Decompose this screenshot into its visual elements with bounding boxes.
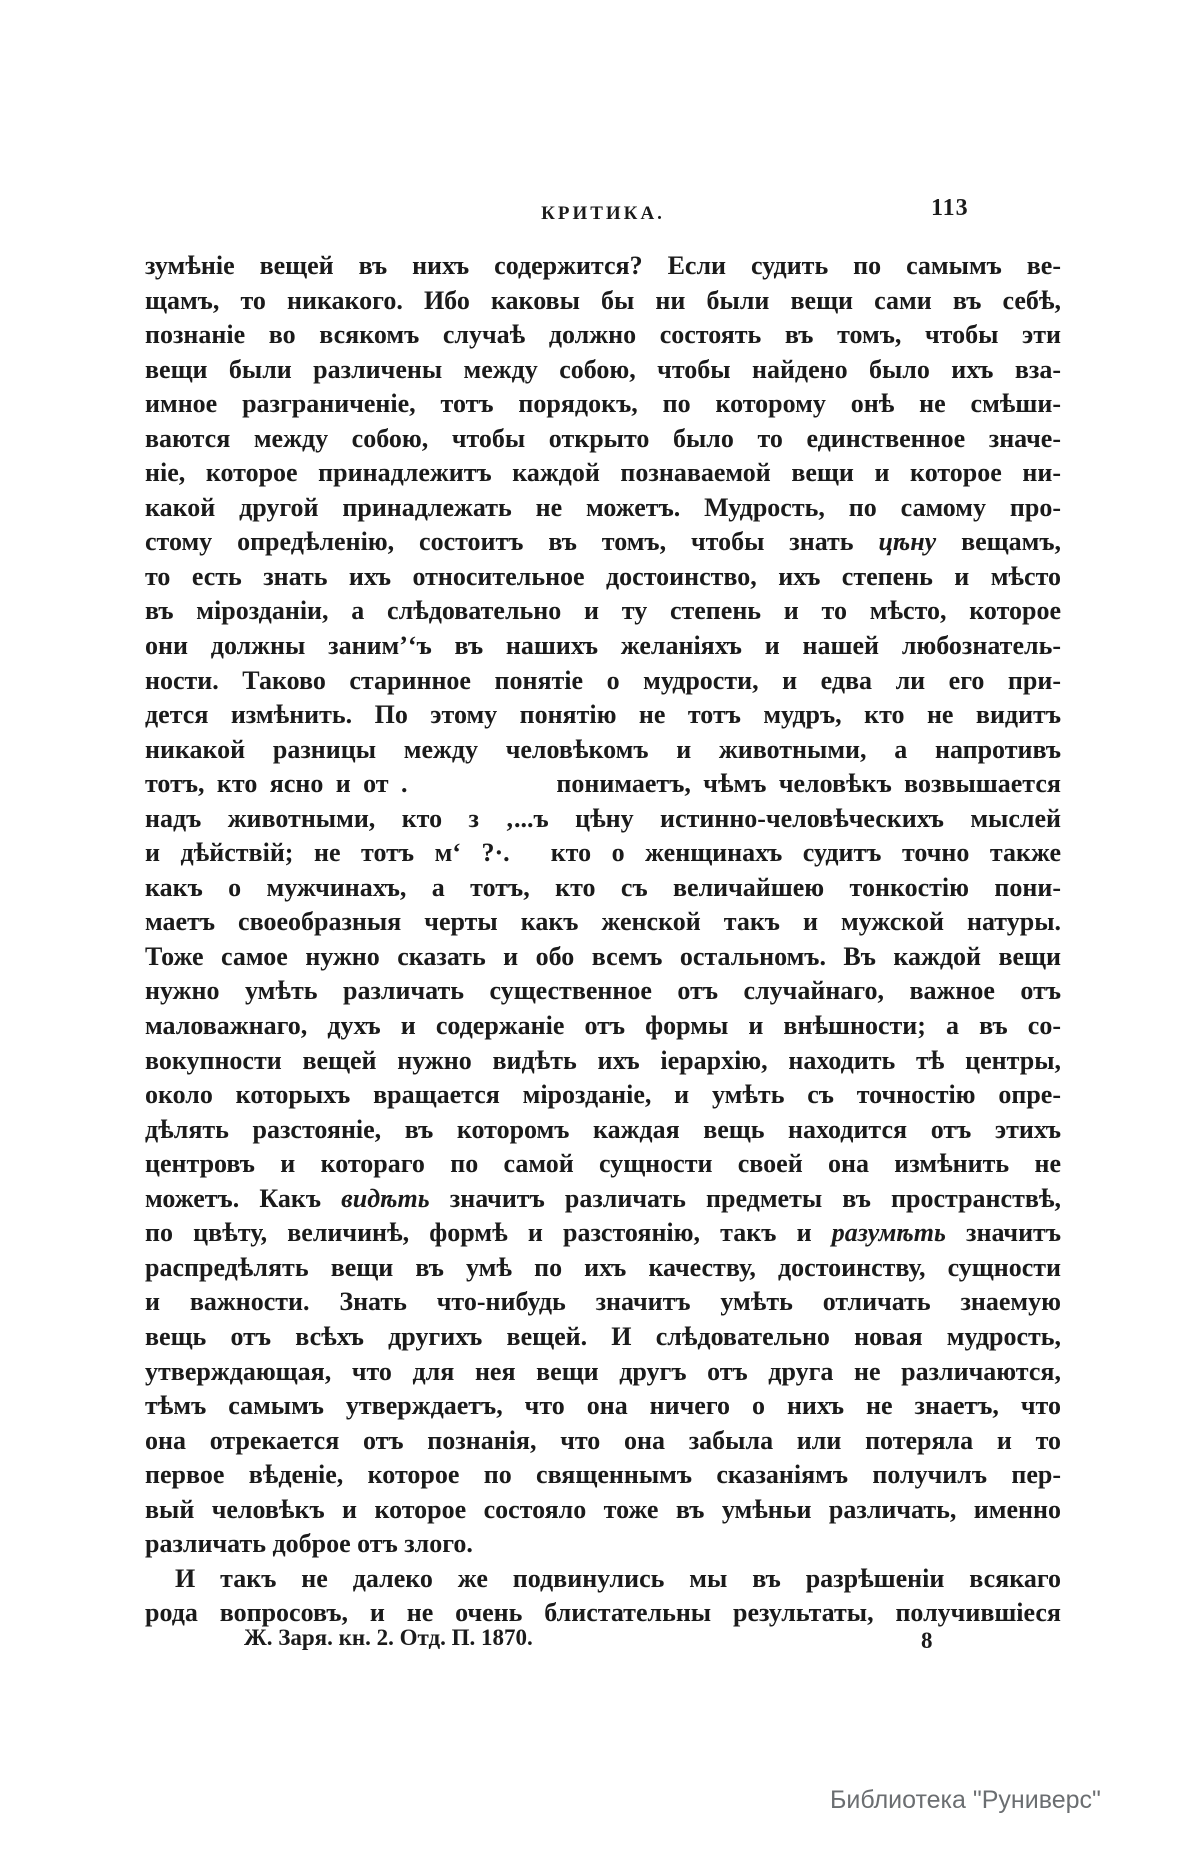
text-line: ности. Таково старинное понятіе о мудрости, и едва ли его при- [145, 665, 1061, 695]
text-line: и дѣйствій; не тотъ м‘ ?·. кто о женщинахъ судитъ точно также [145, 838, 1061, 868]
text-line: различать доброе отъ злого. [145, 1529, 473, 1559]
text-line: то есть знать ихъ относительное достоинство, ихъ степень и мѣсто [145, 561, 1061, 591]
text-line: по цвѣту, величинѣ, формѣ и разстоянію, такъ и разумѣть значитъ [145, 1218, 1061, 1248]
text-line: тѣмъ самымъ утверждаетъ, что она ничего о нихъ не знаетъ, что [145, 1391, 1061, 1421]
text-line: познаніе во всякомъ случаѣ должно состоять въ томъ, чтобы эти [145, 320, 1061, 350]
text-line: они должны заним’‘ъ въ нашихъ желаніяхъ и нашей любознатель- [145, 631, 1061, 661]
text-line: въ мірозданіи, а слѣдовательно и ту степень и то мѣсто, которое [145, 596, 1061, 626]
page-number: 113 [931, 195, 969, 221]
text-line: И такъ не далеко же подвинулись мы въ разрѣшеніи всякаго [175, 1563, 1061, 1593]
running-title: КРИТИКА. [541, 203, 665, 224]
text-line: зумѣніе вещей въ нихъ содержится? Если судить по самымъ ве- [145, 251, 1061, 280]
text-line: маетъ своеобразныя черты какъ женской такъ и мужской натуры. [145, 907, 1061, 937]
text-line: вокупности вещей нужно видѣть ихъ іерархію, находить тѣ центры, [145, 1045, 1061, 1075]
text-line: Тоже самое нужно сказать и обо всемъ остальномъ. Въ каждой вещи [145, 941, 1061, 971]
text-line: вый человѣкъ и которое состояло тоже въ умѣньи различать, именно [145, 1494, 1061, 1524]
text-line: около которыхъ вращается мірозданіе, и умѣть съ точностію опре- [145, 1080, 1061, 1110]
body-text [145, 249, 1061, 1631]
text-line: она отрекается отъ познанія, что она забыла или потеряла и то [145, 1425, 1061, 1455]
text-line: какой другой принадлежать не можетъ. Мудрость, по самому про- [145, 492, 1061, 522]
text-line: стому опредѣленію, состоитъ въ томъ, чтобы знать цѣну вещамъ, [145, 527, 1061, 557]
signature-number: 8 [921, 1628, 933, 1653]
text-line: нужно умѣть различать существенное отъ случайнаго, важное отъ [145, 976, 1061, 1006]
source-note: Ж. Заря. кн. 2. Отд. П. 1870. [244, 1625, 533, 1650]
text-line: дѣлять разстояніе, въ которомъ каждая вещь находится отъ этихъ [145, 1114, 1061, 1144]
text-line: имное разграниченіе, тотъ порядокъ, по которому онѣ не смѣши- [145, 389, 1061, 419]
text-line: можетъ. Какъ видѣть значитъ различать предметы въ пространствѣ, [145, 1183, 1061, 1213]
text-line: маловажнаго, духъ и содержаніе отъ формы и внѣшности; а въ со- [145, 1011, 1061, 1041]
text-line: вещь отъ всѣхъ другихъ вещей. И слѣдовательно новая мудрость, [145, 1321, 1061, 1351]
watermark: Библиотека "Руниверс" [830, 1786, 1101, 1814]
text-line: ніе, которое принадлежитъ каждой познаваемой вещи и которое ни- [145, 458, 1061, 488]
text-line: центровъ и котораго по самой сущности своей она измѣнить не [145, 1149, 1061, 1179]
text-line: вещи были различены между собою, чтобы найдено было ихъ вза- [145, 354, 1061, 384]
text-line: надъ животными, кто з ‚...ъ цѣну истинно-человѣческихъ мыслей [145, 803, 1061, 833]
text-line: рода вопросовъ, и не очень блистательны результаты, получившіеся [145, 1598, 1061, 1628]
text-line: распредѣлять вещи въ умѣ по ихъ качеству, достоинству, сущности [145, 1252, 1061, 1282]
text-line: какъ о мужчинахъ, а тотъ, кто съ величайшею тонкостію пони- [145, 872, 1061, 902]
text-line: первое вѣденіе, которое по священнымъ сказаніямъ получилъ пер- [145, 1460, 1061, 1490]
text-line: ваются между собою, чтобы открыто было то единственное значе- [145, 423, 1061, 453]
text-line: и важности. Знать что-нибудь значитъ умѣть отличать знаемую [145, 1287, 1061, 1317]
text-line: тотъ, кто ясно и от . понимаетъ, чѣмъ человѣкъ возвышается [145, 769, 1061, 799]
text-line: утверждающая, что для нея вещи другъ отъ друга не различаются, [145, 1356, 1061, 1386]
text-line: щамъ, то никакого. Ибо каковы бы ни были вещи сами въ себѣ, [145, 285, 1061, 315]
text-line: дется измѣнить. По этому понятію не тотъ мудръ, кто не видитъ [145, 700, 1061, 730]
text-line: никакой разницы между человѣкомъ и животными, а напротивъ [145, 734, 1061, 764]
